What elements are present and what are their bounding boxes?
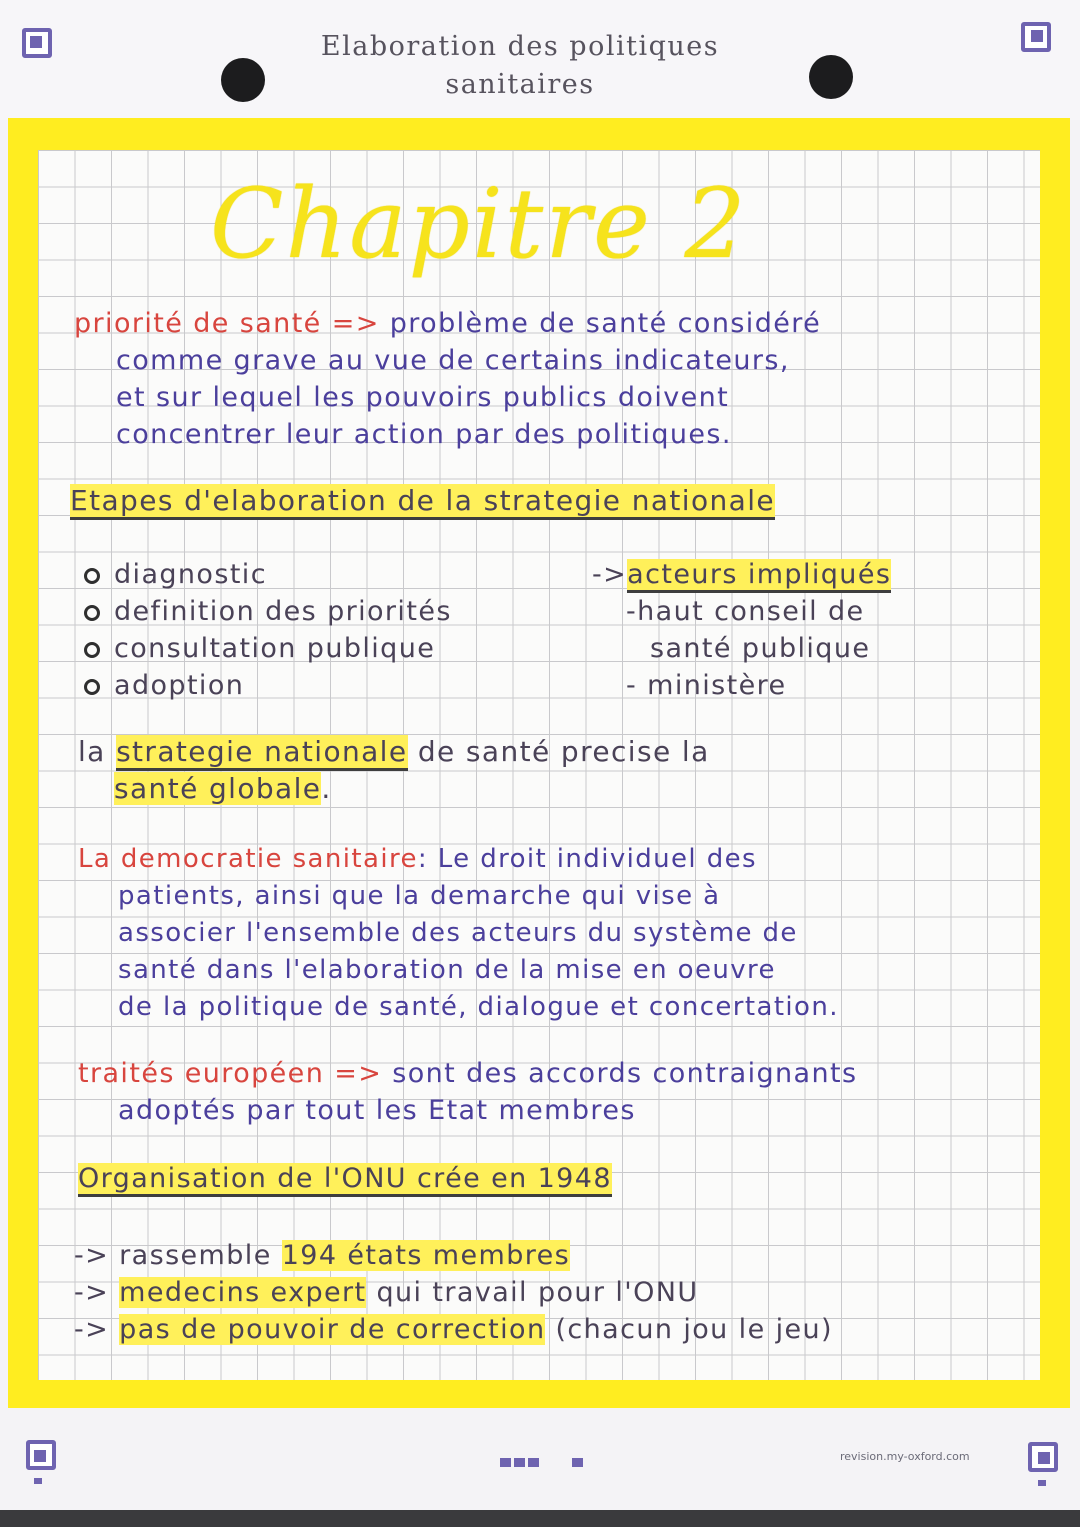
strategie-statement: la strategie nationale de santé precise la santé globale.	[78, 735, 710, 805]
term-priorite: priorité de santé	[74, 308, 322, 339]
definition-traites: traités européen => sont des accords contraignants adoptés par tout les Etat membres	[78, 1055, 857, 1129]
page-title-line: Elaboration des politiques	[320, 31, 720, 62]
arrow: =>	[334, 1058, 383, 1089]
list-item: definition des priorités	[84, 593, 452, 630]
definition-democratie: La democratie sanitaire: Le droit individuel des patients, ainsi que la demarche qui vise à associer l'ensemble des acteurs du système de santé dans l'elaboration de la mise en oeuvre de la politique de santé, dialogue et concertation.	[78, 841, 839, 1026]
term-traites: traités européen	[78, 1058, 325, 1089]
definition-text: concentrer leur action par des politiques.	[116, 419, 732, 450]
corner-mark-icon	[22, 28, 52, 58]
list-item: -> rassemble 194 états membres	[74, 1240, 571, 1271]
page-title-line: sanitaires	[445, 69, 595, 100]
definition-text: problème de santé considéré	[389, 308, 822, 339]
list-item: santé publique	[650, 633, 871, 664]
heading-text: Etapes d'elaboration de la strategie nationale	[70, 484, 775, 520]
page-title	[260, 28, 780, 104]
definition-priorite	[74, 305, 821, 453]
term-democratie: La democratie sanitaire	[78, 844, 418, 874]
arrow: ->	[592, 559, 628, 590]
list-item: -> medecins expert qui travail pour l'ONU	[74, 1277, 699, 1308]
definition-text: comme grave au vue de certains indicateurs,	[116, 345, 790, 376]
definition-text: et sur lequel les pouvoirs publics doivent	[116, 382, 730, 413]
corner-mark-icon	[26, 1440, 56, 1470]
footer-url: revision.my-oxford.com	[840, 1450, 970, 1463]
actors-heading: acteurs impliqués	[627, 559, 891, 593]
corner-mark-icon	[1028, 1442, 1058, 1472]
bullet-icon	[84, 568, 100, 584]
list-item: diagnostic	[84, 556, 452, 593]
footer-mark	[34, 1478, 42, 1484]
steps-list	[84, 556, 452, 704]
term-sante-globale: santé globale	[114, 772, 322, 805]
section-heading-etapes	[70, 484, 775, 517]
corner-mark-icon	[1021, 22, 1051, 52]
list-item: - ministère	[626, 670, 787, 701]
chapter-title: Chapitre 2	[210, 168, 748, 280]
definition-text: associer l'ensemble des acteurs du système de	[118, 918, 798, 948]
term-strategie: strategie nationale	[116, 735, 407, 771]
heading-text: Organisation de l'ONU crée en 1948	[78, 1163, 612, 1197]
bottom-edge	[0, 1510, 1080, 1527]
definition-text: santé dans l'elaboration de la mise en oeuvre	[118, 955, 776, 985]
binder-hole	[809, 55, 853, 99]
page-indicator	[500, 1452, 586, 1462]
list-item: -haut conseil de	[626, 596, 865, 627]
definition-text: patients, ainsi que la demarche qui vise à	[118, 881, 721, 911]
list-item: adoption	[84, 667, 452, 704]
onu-list	[74, 1237, 833, 1348]
footer-mark	[1038, 1480, 1046, 1486]
bullet-icon	[84, 679, 100, 695]
section-heading-onu	[78, 1163, 612, 1194]
actors-list	[592, 556, 891, 704]
bullet-icon	[84, 642, 100, 658]
list-item: consultation publique	[84, 630, 452, 667]
arrow: =>	[331, 308, 380, 339]
definition-text: adoptés par tout les Etat membres	[118, 1095, 636, 1126]
definition-text: de la politique de santé, dialogue et concertation.	[118, 992, 839, 1022]
binder-hole	[221, 58, 265, 102]
list-item: -> pas de pouvoir de correction (chacun jou le jeu)	[74, 1314, 833, 1345]
bullet-icon	[84, 605, 100, 621]
